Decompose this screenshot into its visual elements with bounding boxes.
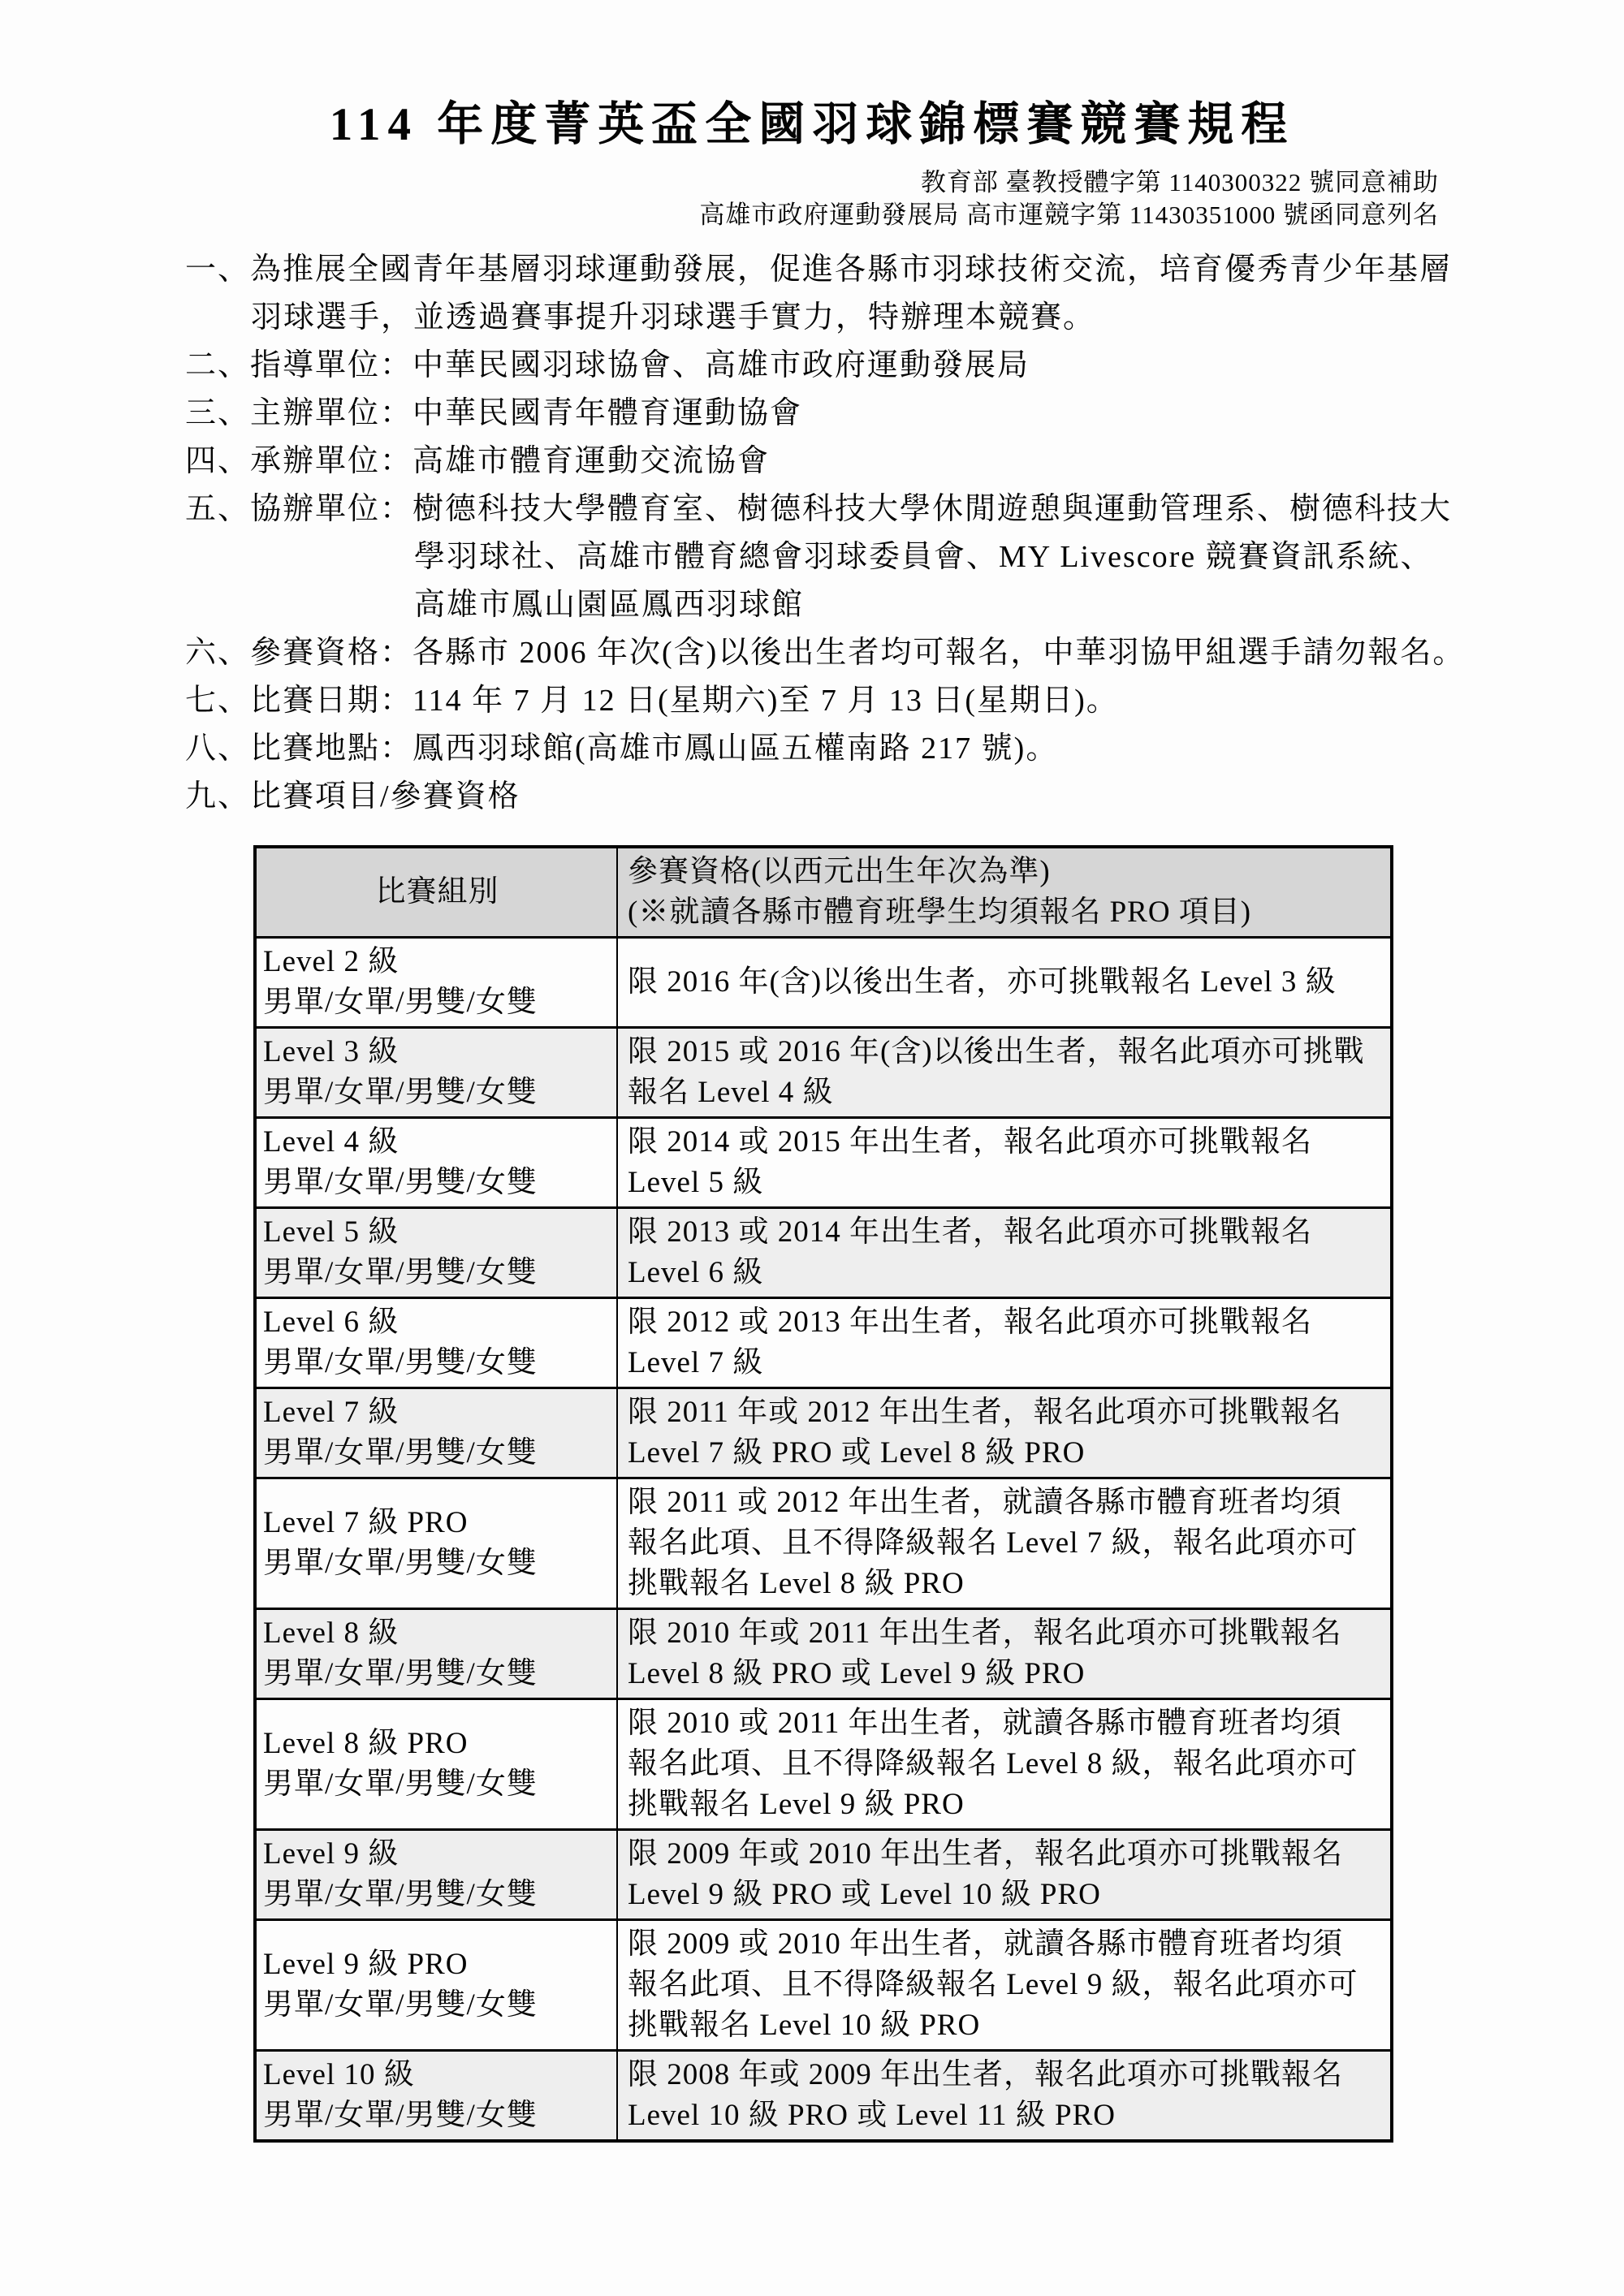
detail-cell	[617, 1118, 1392, 1208]
page-title: 114 年度菁英盃全國羽球錦標賽競賽規程	[329, 99, 1295, 150]
detail-line: 限 2011 年或 2012 年出生者，報名此項亦可挑戰報名	[628, 1396, 1342, 1430]
detail-cell	[617, 1478, 1392, 1609]
group-label: Level 9 級	[263, 1837, 400, 1871]
item-number: 六、	[185, 636, 251, 671]
detail-line: 挑戰報名 Level 8 級 PRO	[628, 1567, 965, 1601]
item-text: 承辦單位：高雄市體育運動交流協會	[250, 444, 771, 479]
events-label: 男單/女單/男雙/女雙	[263, 1436, 538, 1470]
approval-block	[185, 166, 1439, 231]
events-label: 男單/女單/男雙/女雙	[263, 986, 538, 1020]
item-number: 七、	[185, 684, 251, 719]
table-row-level-8-pro	[255, 1699, 1392, 1830]
detail-line: 報名 Level 4 級	[628, 1076, 834, 1110]
item-number: 五、	[185, 492, 251, 527]
table-row-level-7-pro	[255, 1478, 1392, 1609]
item-number: 四、	[185, 444, 251, 479]
table-row-level-6	[255, 1298, 1392, 1388]
detail-line: Level 7 級	[628, 1346, 764, 1380]
group-cell	[255, 1118, 617, 1208]
group-cell	[255, 1830, 617, 1920]
detail-line: 限 2014 或 2015 年出生者，報名此項亦可挑戰報名	[628, 1125, 1312, 1159]
approval-line-moe: 教育部 臺教授體字第 1140300322 號同意補助	[920, 168, 1439, 197]
list-item-3-organizer	[185, 390, 1439, 438]
detail-cell	[617, 1298, 1392, 1388]
item-number: 九、	[185, 779, 251, 814]
regulation-list	[185, 246, 1466, 821]
group-label: Level 3 級	[263, 1035, 400, 1069]
group-cell	[255, 1208, 617, 1298]
detail-cell	[617, 938, 1392, 1028]
list-item-7-dates	[185, 677, 1439, 725]
detail-line: Level 5 級	[628, 1166, 764, 1200]
group-label: Level 4 級	[263, 1125, 400, 1159]
events-label: 男單/女單/男雙/女雙	[263, 1988, 538, 2022]
detail-cell	[617, 2051, 1392, 2142]
item-text: 高雄市鳳山園區鳳西羽球館	[414, 588, 805, 623]
events-label: 男單/女單/男雙/女雙	[263, 1346, 538, 1380]
detail-cell	[617, 1699, 1392, 1830]
detail-line: 限 2010 年或 2011 年出生者，報名此項亦可挑戰報名	[628, 1616, 1342, 1651]
group-label: Level 5 級	[263, 1215, 400, 1249]
group-cell	[255, 1920, 617, 2051]
group-cell	[255, 1028, 617, 1118]
group-cell	[255, 1699, 617, 1830]
list-item-5-coorganizers	[185, 486, 1453, 629]
group-cell	[255, 938, 617, 1028]
detail-cell	[617, 1920, 1392, 2051]
group-cell	[255, 1298, 617, 1388]
item-number: 三、	[185, 396, 251, 431]
detail-cell	[617, 1830, 1392, 1920]
group-label: Level 6 級	[263, 1306, 400, 1340]
detail-line: 挑戰報名 Level 9 級 PRO	[628, 1788, 965, 1822]
events-label: 男單/女單/男雙/女雙	[263, 1166, 538, 1200]
detail-line: Level 9 級 PRO 或 Level 10 級 PRO	[628, 1878, 1101, 1912]
group-cell	[255, 1478, 617, 1609]
table-row-level-7	[255, 1388, 1392, 1478]
item-text: 參賽資格：各縣市 2006 年次(含)以後出生者均可報名，中華羽協甲組選手請勿報名。	[250, 636, 1466, 671]
group-label: Level 7 級 PRO	[263, 1506, 469, 1540]
detail-cell	[617, 1208, 1392, 1298]
item-text: 學羽球社、高雄市體育總會羽球委員會、MY Livescore 競賽資訊系統、	[414, 540, 1433, 575]
group-label: Level 9 級 PRO	[263, 1948, 469, 1982]
detail-line: Level 8 級 PRO 或 Level 9 級 PRO	[628, 1657, 1086, 1691]
group-label: Level 2 級	[263, 945, 400, 979]
group-cell	[255, 2051, 617, 2142]
detail-line: 限 2011 或 2012 年出生者，就讀各縣市體育班者均須	[628, 1486, 1342, 1520]
item-text: 羽球選手，並透過賽事提升羽球選手實力，特辦理本競賽。	[251, 300, 1096, 335]
detail-line: 報名此項、且不得降級報名 Level 9 級，報名此項亦可	[628, 1968, 1358, 2002]
item-text: 為推展全國青年基層羽球運動發展，促進各縣市羽球技術交流，培育優秀青少年基層	[250, 252, 1453, 287]
grade-table	[253, 845, 1393, 2143]
approval-line-khsports: 高雄市政府運動發展局 高市運競字第 11430351000 號函同意列名	[699, 201, 1439, 230]
group-label: Level 8 級	[263, 1616, 400, 1651]
item-text: 比賽項目/參賽資格	[250, 779, 520, 814]
item-text: 比賽地點：鳳西羽球館(高雄市鳳山區五權南路 217 號)。	[250, 732, 1059, 766]
list-item-8-venue	[185, 725, 1439, 773]
list-item-4-undertaker	[185, 438, 1439, 486]
events-label: 男單/女單/男雙/女雙	[263, 1076, 538, 1110]
detail-cell	[617, 1028, 1392, 1118]
table-row-level-4	[255, 1118, 1392, 1208]
detail-line: 報名此項、且不得降級報名 Level 8 級，報名此項亦可	[628, 1747, 1358, 1781]
table-row-level-9	[255, 1830, 1392, 1920]
item-number: 八、	[185, 732, 251, 766]
detail-line: 限 2009 年或 2010 年出生者，報名此項亦可挑戰報名	[628, 1837, 1343, 1871]
header-cell-group: 比賽組別	[255, 847, 617, 938]
detail-line: Level 10 級 PRO 或 Level 11 級 PRO	[628, 2099, 1116, 2133]
detail-line: Level 7 級 PRO 或 Level 8 級 PRO	[628, 1436, 1086, 1470]
events-label: 男單/女單/男雙/女雙	[263, 1547, 538, 1581]
header-cell-eligibility: 參賽資格(以西元出生年次為準) (※就讀各縣市體育班學生均須報名 PRO 項目)	[617, 847, 1392, 938]
list-item-2-advisors	[185, 342, 1439, 390]
detail-line: 報名此項、且不得降級報名 Level 7 級，報名此項亦可	[628, 1526, 1358, 1560]
item-text: 協辦單位：樹德科技大學體育室、樹德科技大學休閒遊憩與運動管理系、樹德科技大	[250, 492, 1453, 527]
events-label: 男單/女單/男雙/女雙	[263, 1657, 538, 1691]
detail-cell	[617, 1388, 1392, 1478]
group-label: Level 8 級 PRO	[263, 1727, 469, 1761]
detail-cell	[617, 1609, 1392, 1699]
item-text: 主辦單位：中華民國青年體育運動協會	[250, 396, 803, 431]
events-label: 男單/女單/男雙/女雙	[263, 2099, 538, 2133]
list-item-1-purpose	[185, 246, 1453, 342]
group-label: Level 10 級	[263, 2058, 415, 2092]
item-text: 指導單位：中華民國羽球協會、高雄市政府運動發展局	[250, 348, 1030, 383]
detail-line: 限 2012 或 2013 年出生者，報名此項亦可挑戰報名	[628, 1306, 1312, 1340]
events-label: 男單/女單/男雙/女雙	[263, 1767, 538, 1802]
events-label: 男單/女單/男雙/女雙	[263, 1256, 538, 1290]
group-cell	[255, 1388, 617, 1478]
detail-line: 限 2016 年(含)以後出生者，亦可挑戰報名 Level 3 級	[628, 965, 1337, 999]
detail-line: 限 2008 年或 2009 年出生者，報名此項亦可挑戰報名	[628, 2058, 1343, 2092]
table-row-level-3	[255, 1028, 1392, 1118]
table-row-level-8	[255, 1609, 1392, 1699]
detail-line: 限 2013 或 2014 年出生者，報名此項亦可挑戰報名	[628, 1215, 1312, 1249]
table-row-level-10	[255, 2051, 1392, 2142]
detail-line: 限 2009 或 2010 年出生者，就讀各縣市體育班者均須	[628, 1927, 1343, 1962]
table-row-level-9-pro	[255, 1920, 1392, 2051]
group-cell	[255, 1609, 617, 1699]
detail-line: 限 2015 或 2016 年(含)以後出生者，報名此項亦可挑戰	[628, 1035, 1365, 1069]
table-row-level-5	[255, 1208, 1392, 1298]
list-item-6-eligibility	[185, 629, 1466, 677]
table-header-row	[255, 847, 1392, 938]
item-text: 比賽日期：114 年 7 月 12 日(星期六)至 7 月 13 日(星期日)。	[250, 684, 1119, 719]
detail-line: Level 6 級	[628, 1256, 764, 1290]
item-number: 二、	[185, 348, 251, 383]
events-label: 男單/女單/男雙/女雙	[263, 1878, 538, 1912]
detail-line: 限 2010 或 2011 年出生者，就讀各縣市體育班者均須	[628, 1707, 1342, 1741]
group-label: Level 7 級	[263, 1396, 400, 1430]
detail-line: 挑戰報名 Level 10 級 PRO	[628, 2009, 981, 2043]
item-number: 一、	[185, 252, 251, 287]
table-row-level-2	[255, 938, 1392, 1028]
list-item-9-events	[185, 773, 1439, 821]
